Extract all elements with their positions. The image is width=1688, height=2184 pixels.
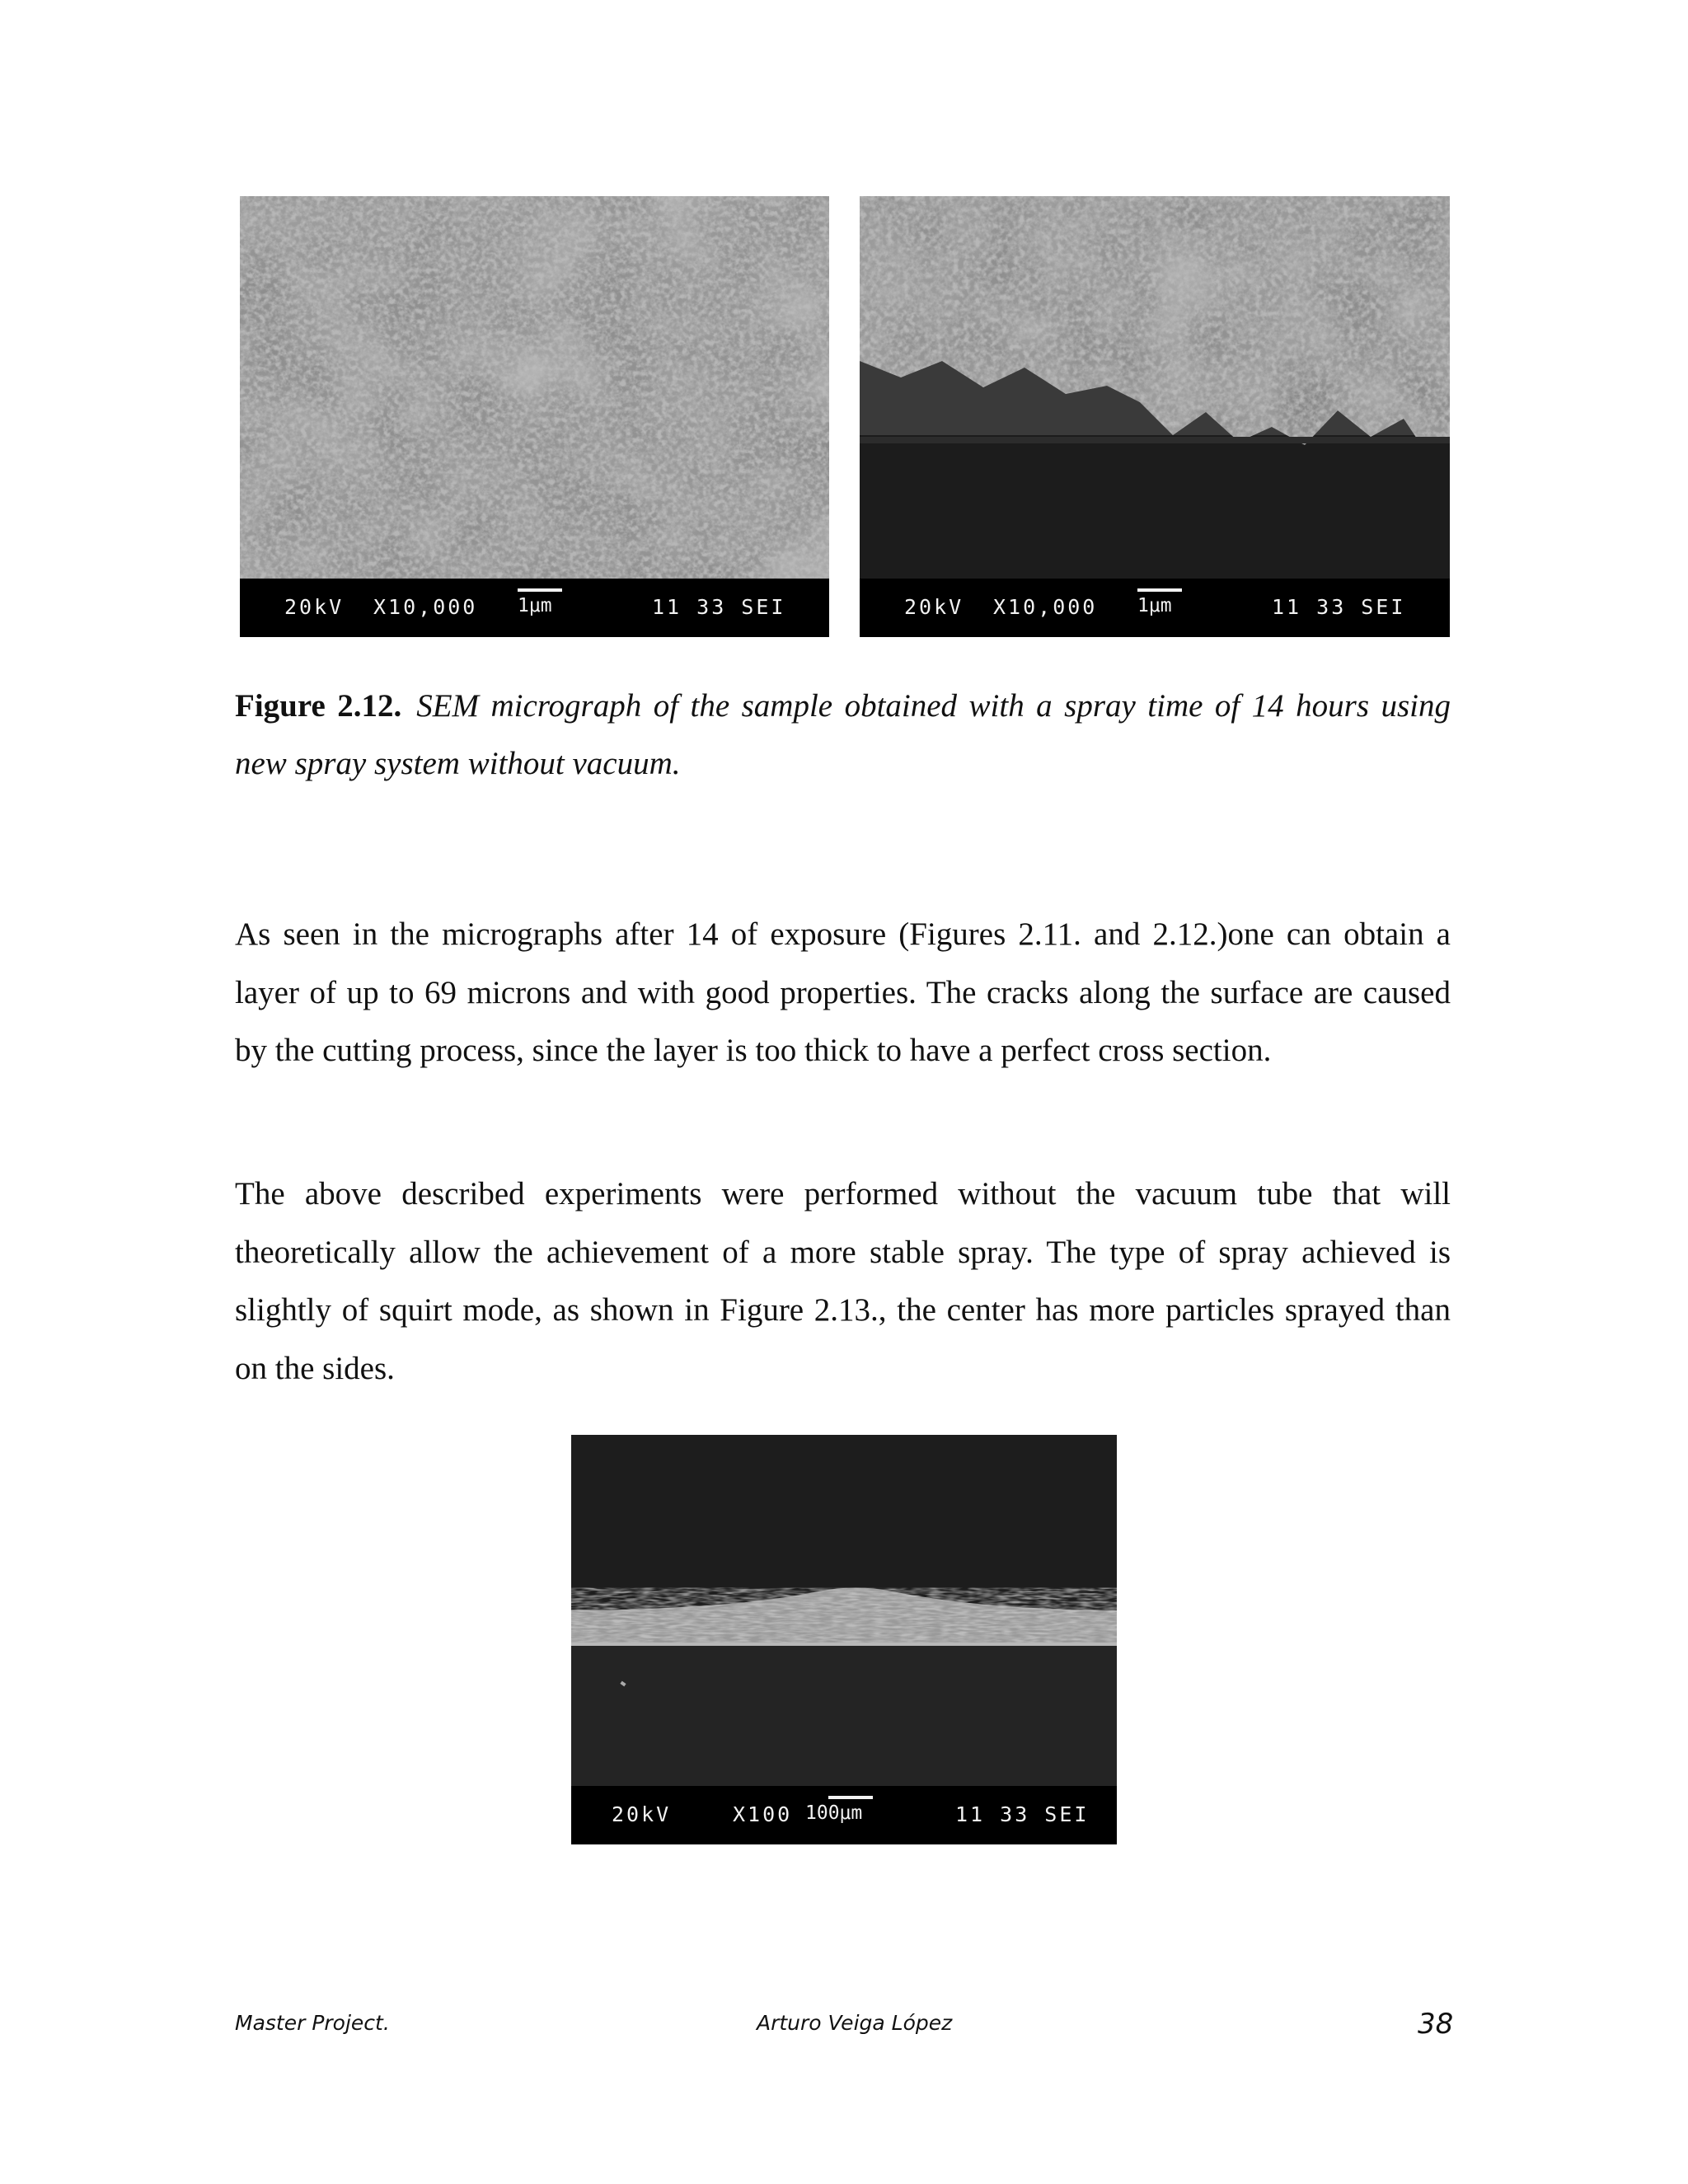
sem-id: 11 33 SEI [652,595,786,619]
sem-voltage: 20kV [904,595,964,619]
sem-info-bar [240,579,829,637]
sem-info-bar [571,1786,1117,1844]
sem-info-bar [860,579,1450,637]
sem-scale: 1μm [1137,595,1172,616]
footer-author: Arturo Veiga López [757,2011,953,2035]
scale-bar-line [828,1796,873,1799]
sem-voltage: 20kV [284,595,345,619]
footer-project-title: Master Project. [235,2011,390,2035]
sem-texture-cross-section [860,196,1450,579]
sem-scale: 1μm [518,595,552,616]
sem-texture-surface [240,196,829,579]
sem-voltage: 20kV [612,1802,672,1826]
sem-magnification: X10,000 [993,595,1098,619]
figure-label: Figure 2.12. [235,688,402,724]
scale-bar-line [518,588,562,592]
body-paragraph: The above described experiments were performed without the vacuum tube that will theoretically allow the achievement of a more stable spray. The type of spray achieved is slightly of squirt mode, as shown in Figure 2.13., the center has more particles sprayed than on the sides. [235,1176,1451,1386]
scale-bar-line [1137,588,1182,592]
sem-texture-layer-profile [571,1435,1117,1786]
sem-micrograph-layer-profile [571,1435,1117,1844]
sem-micrograph-cross-section [860,196,1450,637]
page-number: 38 [1418,2008,1454,2041]
sem-micrograph-surface [240,196,829,637]
sem-magnification: X100 [733,1802,793,1826]
sem-id: 11 33 SEI [1272,595,1406,619]
sem-scale: 100μm [805,1802,863,1824]
sem-magnification: X10,000 [373,595,478,619]
figure-caption-text: SEM micrograph of the sample obtained with a spray time of 14 hours using new spray system without vacuum. [235,688,1451,781]
figure-caption [235,677,1451,793]
sem-id: 11 33 SEI [955,1802,1090,1826]
body-paragraph: As seen in the micrographs after 14 of exposure (Figures 2.11. and 2.12.)one can obtain a layer of up to 69 microns and with good properties. The cracks along the surface are caused by the cutting process, since the layer is too thick to have a perfect cross section. [235,916,1451,1068]
